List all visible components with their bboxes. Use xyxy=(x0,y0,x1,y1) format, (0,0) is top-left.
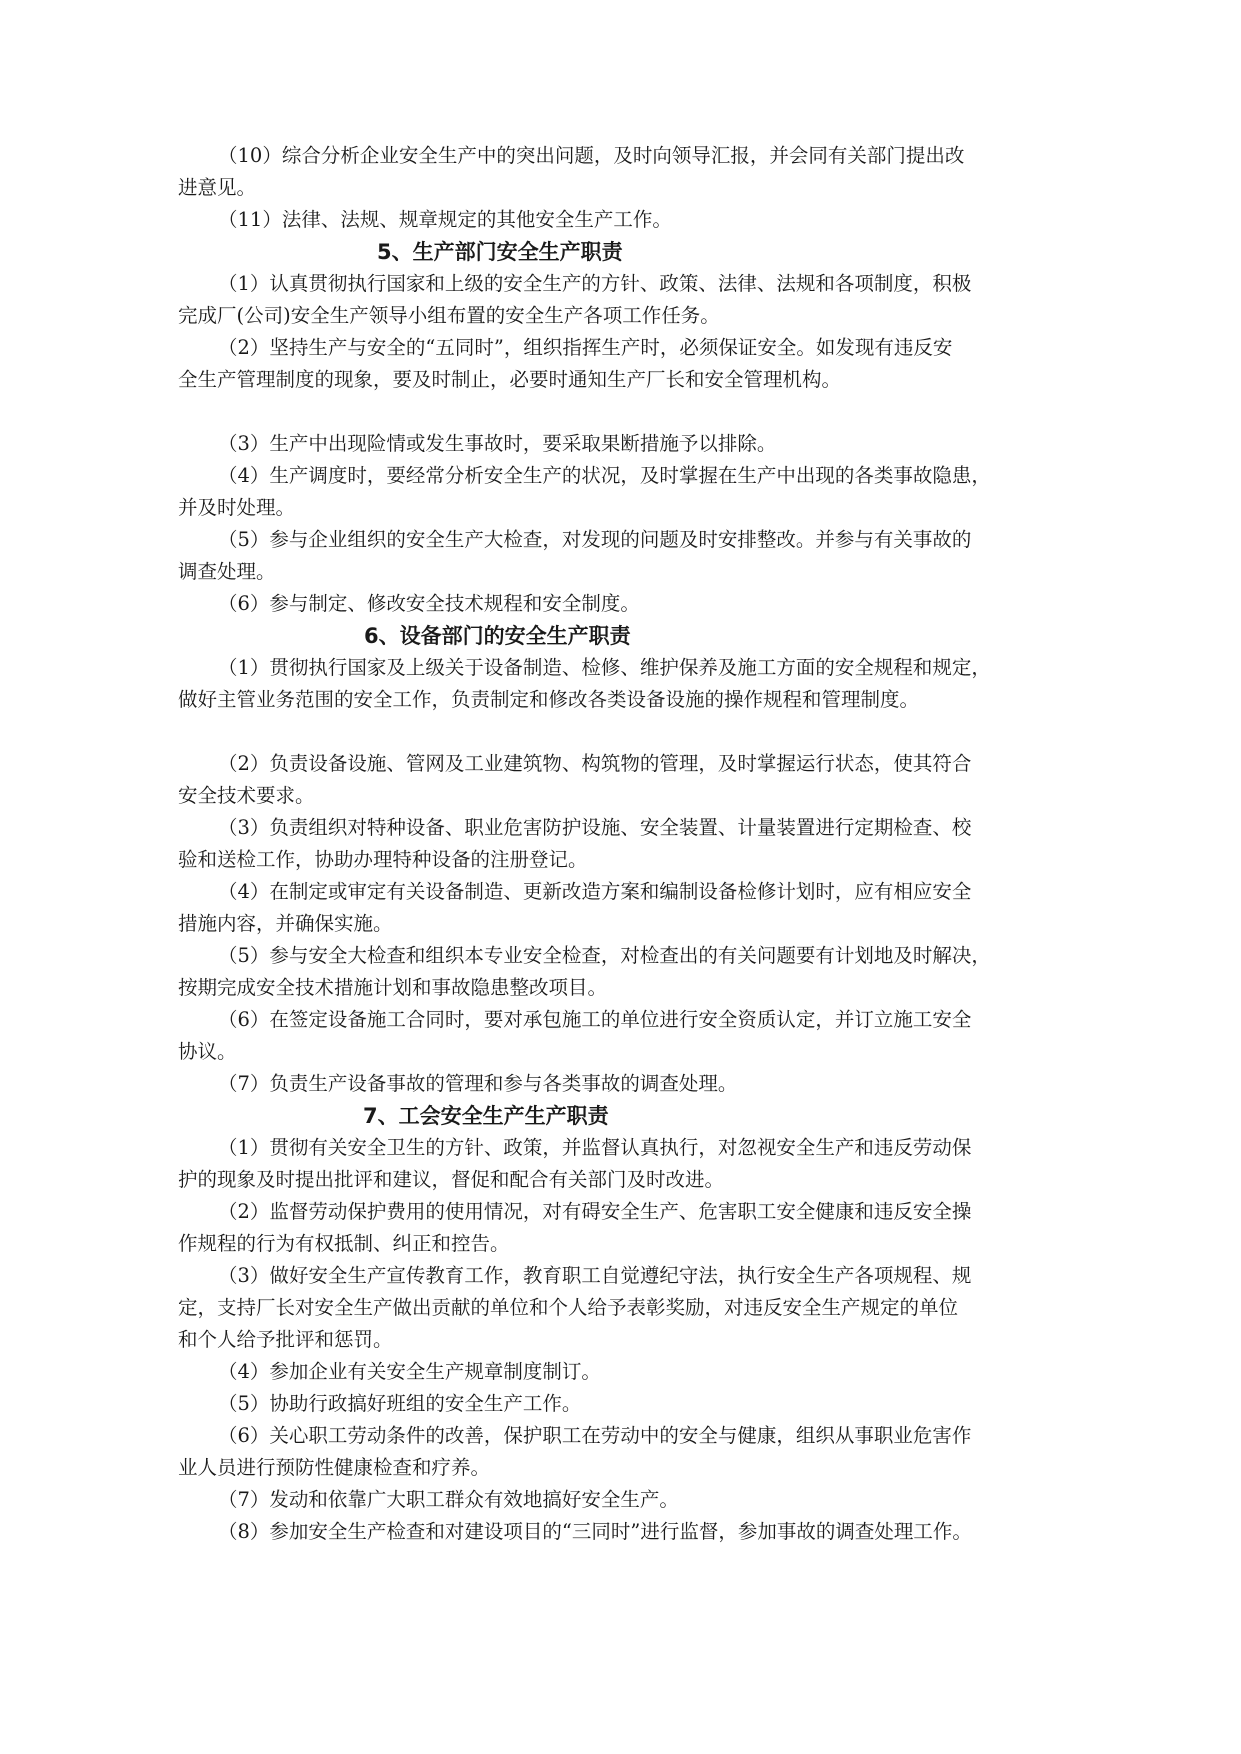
paragraph-line: 并及时处理。 xyxy=(178,496,296,519)
section-heading: 6、设备部门的安全生产职责 xyxy=(364,624,631,648)
blank-line xyxy=(178,396,1068,428)
paragraph-line: 按期完成安全技术措施计划和事故隐患整改项目。 xyxy=(178,976,608,999)
paragraph-line: 验和送检工作，协助办理特种设备的注册登记。 xyxy=(178,848,588,871)
paragraph-line: （7）发动和依靠广大职工群众有效地搞好安全生产。 xyxy=(218,1488,679,1511)
paragraph-line: （4）参加企业有关安全生产规章制度制订。 xyxy=(218,1360,601,1383)
paragraph-line: 全生产管理制度的现象，要及时制止，必要时通知生产厂长和安全管理机构。 xyxy=(178,368,842,391)
paragraph-line: （4）生产调度时，要经常分析安全生产的状况，及时掌握在生产中出现的各类事故隐患， xyxy=(218,464,991,487)
paragraph-line: （1）贯彻执行国家及上级关于设备制造、检修、维护保养及施工方面的安全规程和规定， xyxy=(218,656,991,679)
paragraph-line: 调查处理。 xyxy=(178,560,276,583)
document-page xyxy=(178,140,1068,1548)
paragraph-line: （5）参与安全大检查和组织本专业安全检查，对检查出的有关问题要有计划地及时解决， xyxy=(218,944,991,967)
paragraph-line: （5）协助行政搞好班组的安全生产工作。 xyxy=(218,1392,582,1415)
paragraph-line: （3）生产中出现险情或发生事故时，要采取果断措施予以排除。 xyxy=(218,432,777,455)
paragraph-line: 定，支持厂长对安全生产做出贡献的单位和个人给予表彰奖励，对违反安全生产规定的单位 xyxy=(178,1296,959,1319)
paragraph-line: （6）参与制定、修改安全技术规程和安全制度。 xyxy=(218,592,640,615)
paragraph-line: （2）监督劳动保护费用的使用情况，对有碍安全生产、危害职工安全健康和违反安全操 xyxy=(218,1200,972,1223)
paragraph-line: 进意见。 xyxy=(178,176,257,199)
paragraph-line: （4）在制定或审定有关设备制造、更新改造方案和编制设备检修计划时，应有相应安全 xyxy=(218,880,972,903)
paragraph-line: 措施内容，并确保实施。 xyxy=(178,912,393,935)
blank-line xyxy=(178,716,1068,748)
paragraph-line: （7）负责生产设备事故的管理和参与各类事故的调查处理。 xyxy=(218,1072,738,1095)
paragraph-line: （3）负责组织对特种设备、职业危害防护设施、安全装置、计量装置进行定期检查、校 xyxy=(218,816,972,839)
paragraph-line: （6）关心职工劳动条件的改善，保护职工在劳动中的安全与健康，组织从事职业危害作 xyxy=(218,1424,972,1447)
paragraph-line: （1）认真贯彻执行国家和上级的安全生产的方针、政策、法律、法规和各项制度，积极 xyxy=(218,272,972,295)
paragraph-line: （6）在签定设备施工合同时，要对承包施工的单位进行安全资质认定，并订立施工安全 xyxy=(218,1008,972,1031)
section-heading: 7、工会安全生产生产职责 xyxy=(363,1104,609,1128)
paragraph-line: （5）参与企业组织的安全生产大检查，对发现的问题及时安排整改。并参与有关事故的 xyxy=(218,528,972,551)
paragraph-line: 完成厂(公司)安全生产领导小组布置的安全生产各项工作任务。 xyxy=(178,304,720,327)
paragraph-line: （8）参加安全生产检查和对建设项目的“三同时”进行监督，参加事故的调查处理工作。 xyxy=(218,1520,972,1543)
paragraph-line: （11）法律、法规、规章规定的其他安全生产工作。 xyxy=(218,208,672,231)
paragraph-line: 做好主管业务范围的安全工作，负责制定和修改各类设备设施的操作规程和管理制度。 xyxy=(178,688,920,711)
paragraph-line: 业人员进行预防性健康检查和疗养。 xyxy=(178,1456,491,1479)
paragraph-line: 和个人给予批评和惩罚。 xyxy=(178,1328,393,1351)
paragraph-line: 安全技术要求。 xyxy=(178,784,315,807)
paragraph-line: （2）负责设备设施、管网及工业建筑物、构筑物的管理，及时掌握运行状态，使其符合 xyxy=(218,752,972,775)
paragraph-line: （3）做好安全生产宣传教育工作，教育职工自觉遵纪守法，执行安全生产各项规程、规 xyxy=(218,1264,972,1287)
section-heading: 5、生产部门安全生产职责 xyxy=(377,240,623,264)
paragraph-line: （10）综合分析企业安全生产中的突出问题，及时向领导汇报，并会同有关部门提出改 xyxy=(218,144,965,167)
paragraph-line: （2）坚持生产与安全的“五同时”，组织指挥生产时，必须保证安全。如发现有违反安 xyxy=(218,336,953,359)
paragraph-line: 护的现象及时提出批评和建议，督促和配合有关部门及时改进。 xyxy=(178,1168,725,1191)
paragraph-line: （1）贯彻有关安全卫生的方针、政策，并监督认真执行，对忽视安全生产和违反劳动保 xyxy=(218,1136,972,1159)
paragraph-line: 协议。 xyxy=(178,1040,237,1063)
paragraph-line: 作规程的行为有权抵制、纠正和控告。 xyxy=(178,1232,510,1255)
